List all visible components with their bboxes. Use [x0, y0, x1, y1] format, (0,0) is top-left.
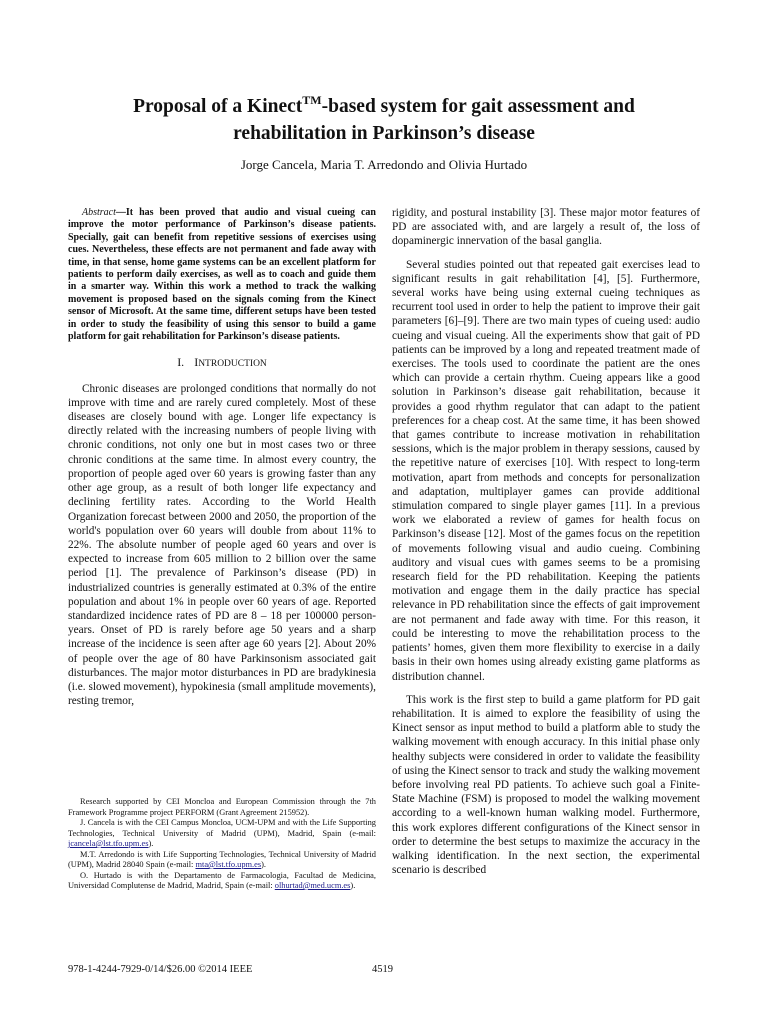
abstract [68, 207, 376, 343]
section-title-initial: I [194, 355, 199, 370]
email-link-cancela[interactable]: jcancela@lst.tfo.upm.es [68, 839, 149, 848]
abstract-text: It has been proved that audio and visual cueing can improve the motor performance of Parkinson’s disease patients. Specially, gait can benefit from repetitive sessions of exercises using cues. Nevertheless, these effects are not permanent and fade away with time, in that sense, home game systems can be an excellent platform for patients to perform daily exercises, as well as to coach and guide them in a smarter way. Within this work a method to track the walking movement is proposed based on the signals coming from the Kinect sensor of Microsoft. At the same time, different setups have been tested in order to study the feasibility of using this sensor to build a game platform for gait rehabilitation for Parkinson’s disease patients. [68, 207, 376, 343]
title-part1: Proposal of a Kinect [133, 96, 303, 117]
author-list: Jorge Cancela, Maria T. Arredondo and Olivia Hurtado [240, 157, 528, 172]
abstract-dash: — [115, 207, 126, 218]
section-heading-introduction [68, 355, 376, 371]
email-link-arredondo[interactable]: mta@lst.tfo.upm.es [195, 860, 262, 869]
section-number: I. [177, 355, 185, 370]
title-part2: -based system for gait assessment and [321, 96, 635, 117]
footnote-author-2-text: M.T. Arredondo is with Life Supporting Technologies, Technical University of Madrid (UPM), Madrid 28040 Spain (e-mail: [68, 849, 376, 869]
footnote-author-3-text: O. Hurtado is with the Departamento de Farmacologia, Facultad de Medicina, Universidad Complutense de Madrid, Madrid, Spain (e-mail: [68, 870, 376, 890]
footnotes [68, 797, 376, 892]
footnote-funding: Research supported by CEI Moncloa and European Commission through the 7th Framework Programme project PERFORM (Grant Agreement 215952). [68, 797, 376, 817]
left-column [68, 207, 376, 708]
footnote-author-2 [68, 850, 376, 871]
footnote-close-1: ). [148, 839, 154, 848]
isbn-copyright: 978-1-4244-7929-0/14/$26.00 ©2014 IEEE [68, 964, 253, 975]
footnote-author-3 [68, 871, 376, 892]
footnote-close-2: ). [261, 860, 267, 869]
footnote-author-1 [68, 818, 376, 850]
right-column [392, 206, 700, 877]
section-title-rest: NTRODUCTION [198, 359, 267, 370]
intro-paragraph-continued: rigidity, and postural instability [3]. These major motor features of PD are associated with, and are largely a result of, the loss of dopaminergic innervation of the basal ganglia. [392, 207, 700, 248]
page-number: 4519 [372, 964, 393, 975]
paper-title [60, 93, 708, 147]
title-line2: rehabilitation in Parkinson’s disease [233, 123, 535, 144]
abstract-label: Abstract [82, 207, 116, 218]
email-link-hurtado[interactable]: olhurtad@med.ucm.es [274, 881, 351, 890]
intro-paragraph-2: Several studies pointed out that repeated gait exercises lead to significant results in gait rehabilitation [4], [5]. Furthermore, several works have being using external cueing techniques as recurrent tool used in order to help the patient to improve their gait parameters [6]–[9]. There are two main types of cueing used: audio cueing and visual cueing. All the experiments show that gait of PD patients can be improved by a long and repeated treatment made of exercises. The tools used to coordinate the patient are the ones which can provide a certain rhythm. Cueing appears like a good solution in Parkinson’s disease gait rehabilitation, because it provides a good rhythm regulator that can adapt to the patient preferences for a cheap cost. At the same time, it has been showed that games contribute to increase motivation in rehabilitation sessions, which is the major problem in therapy sessions, caused by the repetitive nature of exercises [10]. With respect to long-term motivation, apart from methods and concepts for personalization and adaptation, multiplayer games can provide additional stimulation compared to single player games [11]. In a previous work we elaborated a review of games for health focus on Parkinson’s disease [12]. Most of the games focus on the repetition of movements following visual and audio cueing. Combining auditory and visual cues with games seems to be a promising research field for the PD rehabilitation. Keeping the patients motivation and engage them in the daily practice has special relevance in PD rehabilitation since the effects of gait improvement are not permanent and fade away with time. For this reason, it could be interesting to move the rehabilitation process to the patients’ homes, given them more flexibility to exercise in a daily basis in their own homes using already existing game platforms as distribution channel. [392, 258, 700, 683]
footnote-author-1-text: J. Cancela is with the CEI Campus Moncloa, UCM-UPM and with the Life Supporting Technologies, Technical University of Madrid (UPM), Madrid, Spain (e-mail: [68, 818, 376, 838]
intro-paragraph-3: This work is the first step to build a game platform for PD gait rehabilitation. It is aimed to explore the feasibility of using the Kinect sensor as input method to build a platform able to study the walking movement with enough accuracy. In this initial phase only healthy subjects were considered in order to validate the feasibility of using the Kinect sensor to track and study the walking movement before involving real PD patients. To achieve such goal a Finite-State Machine (FSM) is proposed to model the walking movement according to a well-known human walking model. Furthermore, this work explores different configurations of the Kinect sensor in order to determine the best setups to maximize the accuracy in the walking identification. In the next section, the experimental scenario is described [392, 693, 700, 877]
intro-paragraph-1: Chronic diseases are prolonged conditions that normally do not improve with time and are rarely cured completely. Most of these diseases are closely bound with age. Longer life expectancy is directly related with the increasing numbers of people living with chronic conditions, not only one but in most cases two or three chronic conditions at the same time. In almost every country, the proportion of people aged over 60 years is growing faster than any other age group, as a result of both longer life expectancy and declining fertility rates. According to the World Health Organization forecast between 2000 and 2050, the proportion of the world's population over 60 years will double from about 11% to 22%. The absolute number of people aged 60 years and over is expected to increase from 605 million to 2 billion over the same period [1]. The prevalence of Parkinson’s disease (PD) in industrialized countries is generally estimated at 0.3% of the entire population and about 1% in people over 60 years of age. Reported standardized incidence rates of PD are 8 – 18 per 100000 person-years. Onset of PD is rarely before age 50 years and a sharp increase of the incidence is seen after age 60 years [2]. About 20% of people over the age of 80 have Parkinsonism associated gait disturbances. The major motor disturbances in PD are bradykinesia (i.e. slowed movement), hypokinesia (small amplitude movements), resting tremor, [68, 382, 376, 708]
footnote-close-3: ). [350, 881, 356, 890]
trademark-superscript: TM [302, 93, 322, 107]
